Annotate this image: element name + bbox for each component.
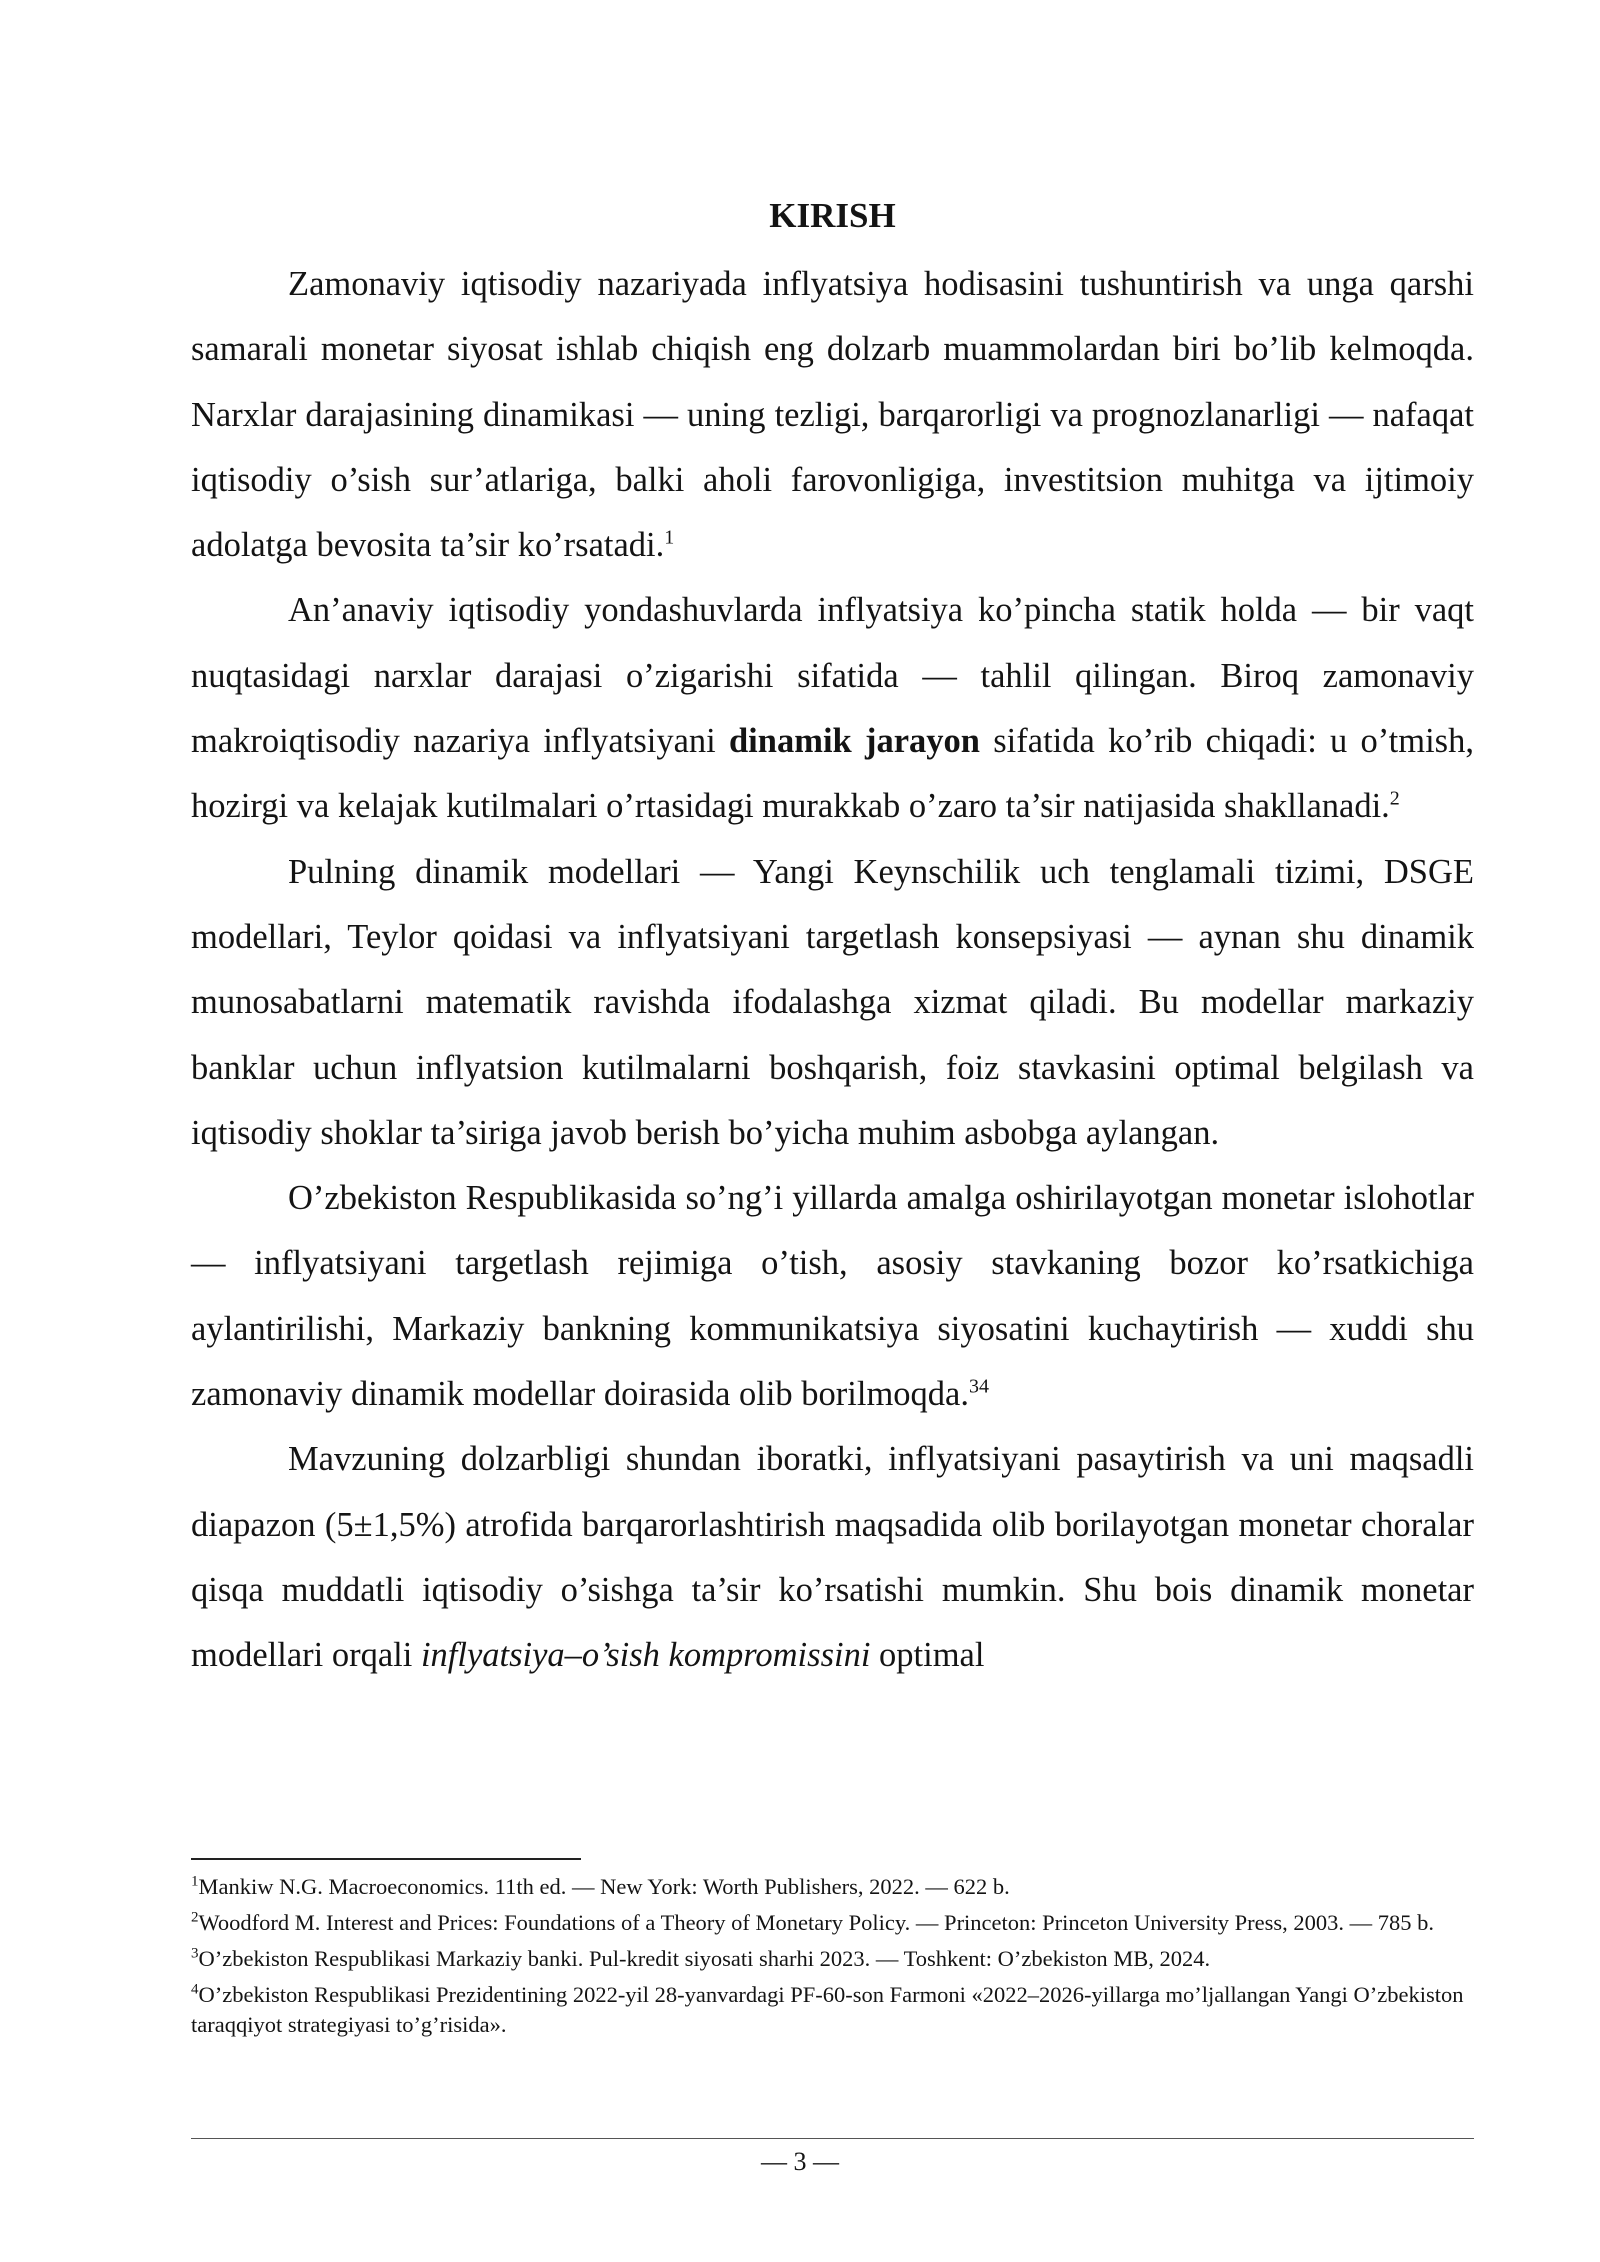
paragraph-text: optimal (870, 1636, 985, 1675)
paragraph-text: Pulning dinamik modellari — Yangi Keynschilik uch tenglamali tizimi, DSGE modellari, Teylor qoidasi va inflyatsiyani targetlash konsepsiyasi — aynan shu dinamik munosabatlarni matematik ravishda ifodalashga xizmat qiladi. Bu modellar markaziy banklar uchun inflyatsion kutilmalarni boshqarish, foiz stavkasini optimal belgilash va iqtisodiy shoklar ta’siriga javob berish bo’yicha muhim asbobga aylangan. (191, 852, 1474, 1152)
footnote-separator (191, 1858, 581, 1860)
footnote-text: Mankiw N.G. Macroeconomics. 11th ed. — New York: Worth Publishers, 2022. — 622 b. (198, 1874, 1010, 1899)
paragraph-text: An’anaviy iqtisodiy yondashuvlarda inflyatsiya ko’pincha statik holda — bir vaqt nuqtasidagi narxlar darajasi o’zigarishi sifatida — tahlil qilingan. Biroq zamonaviy makroiqtisodiy nazariya inflyatsiyani (191, 591, 1474, 761)
footnote-text: O’zbekiston Respublikasi Markaziy banki. Pul-kredit siyosati sharhi 2023. — Toshkent: O’zbekiston MB, 2024. (198, 1946, 1211, 1971)
page-footer-rule (191, 2138, 1474, 2139)
paragraph-text: Zamonaviy iqtisodiy nazariyada inflyatsiya hodisasini tushuntirish va unga qarshi samarali monetar siyosat ishlab chiqish eng dolzarb muammolardan biri bo’lib kelmoqda. Narxlar darajasining dinamikasi — uning tezligi, barqarorligi va prognozlanarligi — nafaqat iqtisodiy o’sish sur’atlariga, balki aholi farovonligiga, investitsion muhitga va ijtimoiy adolatga bevosita ta’sir ko’rsatadi. (191, 265, 1474, 565)
paragraph-2 (191, 578, 1474, 839)
section-heading: KIRISH (769, 196, 896, 235)
footnote-ref: 1 (664, 526, 675, 549)
footnote-number: 4 (191, 1981, 199, 1998)
footnote-2 (191, 1908, 1474, 1938)
footnote-number: 2 (191, 1909, 199, 1926)
paragraph-3 (191, 840, 1474, 1166)
footnote-text: Woodford M. Interest and Prices: Foundations of a Theory of Monetary Policy. — Princeton: Princeton University Press, 2003. — 785 b. (198, 1910, 1435, 1935)
footnote-ref: 34 (969, 1375, 989, 1398)
footnote-text: O’zbekiston Respublikasi Prezidentining 2022-yil 28-yanvardagi PF-60-son Farmoni «2022–2026-yillarga mo’ljallangan Yangi O’zbekiston taraqqiyot strategiyasi to’g’risida». (191, 1982, 1464, 2037)
paragraph-text: Mavzuning dolzarbligi shundan iboratki, inflyatsiyani pasaytirish va uni maqsadli diapazon (5±1,5%) atrofida barqarorlashtirish maqsadida olib borilayotgan monetar choralar qisqa muddatli iqtisodiy o’sishga ta’sir ko’rsatishi mumkin. Shu bois dinamik monetar modellari orqali (191, 1440, 1474, 1675)
footnote-3 (191, 1944, 1474, 1974)
paragraph-1 (191, 252, 1474, 578)
paragraph-text: O’zbekiston Respublikasida so’ng’i yillarda amalga oshirilayotgan monetar islohotlar — inflyatsiyani targetlash rejimiga o’tish, asosiy stavkaning bozor ko’rsatkichiga aylantirilishi, Markaziy bankning kommunikatsiya siyosatini kuchaytirish — xuddi shu zamonaviy dinamik modellar doirasida olib borilmoqda. (191, 1179, 1474, 1414)
footnotes (191, 1872, 1474, 2046)
footnote-ref: 2 (1389, 787, 1400, 810)
paragraph-text: sifatida ko’rib chiqadi: u o’tmish, hozirgi va kelajak kutilmalari o’rtasidagi murakkab o’zaro ta’sir natijasida shakllanadi. (191, 722, 1474, 826)
italic-term: inflyatsiya–o’sish kompromissini (420, 1636, 871, 1675)
paragraph-4 (191, 1166, 1474, 1427)
bold-term: dinamik jarayon (729, 722, 980, 761)
footnote-number: 3 (191, 1945, 199, 1962)
main-text (191, 190, 1474, 1689)
footnote-number: 1 (191, 1873, 199, 1890)
paragraph-5 (191, 1427, 1474, 1688)
footnote-4 (191, 1980, 1474, 2040)
footnote-1 (191, 1872, 1474, 1902)
page-number: — 3 — (761, 2147, 839, 2176)
